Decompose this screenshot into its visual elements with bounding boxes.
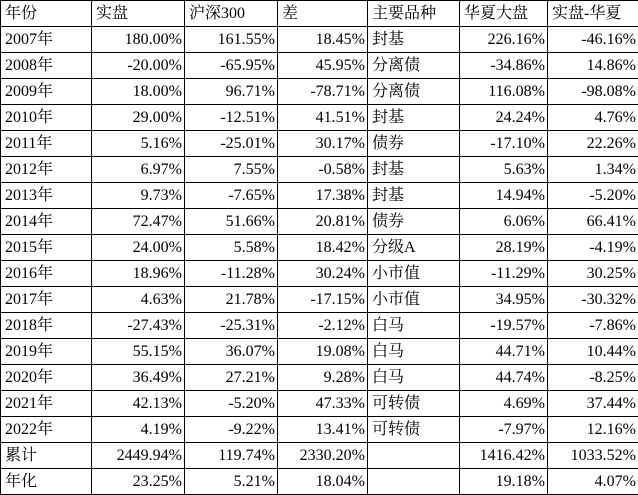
value-cell[interactable]: 18.00% bbox=[92, 79, 185, 105]
value-cell[interactable]: 1416.42% bbox=[460, 443, 548, 469]
value-cell[interactable]: -12.51% bbox=[185, 105, 278, 131]
value-cell[interactable]: -11.29% bbox=[460, 261, 548, 287]
value-cell[interactable]: 30.24% bbox=[278, 261, 368, 287]
value-cell[interactable]: 4.07% bbox=[548, 469, 638, 495]
value-cell[interactable]: -11.28% bbox=[185, 261, 278, 287]
value-cell[interactable]: -17.15% bbox=[278, 287, 368, 313]
value-cell[interactable]: -5.20% bbox=[185, 391, 278, 417]
value-cell[interactable]: 44.71% bbox=[460, 339, 548, 365]
category-cell[interactable]: 白马 bbox=[368, 313, 460, 339]
value-cell[interactable]: -78.71% bbox=[278, 79, 368, 105]
category-cell[interactable]: 小市值 bbox=[368, 287, 460, 313]
column-header-1[interactable]: 实盘 bbox=[92, 1, 185, 27]
row-label-cell[interactable]: 2010年 bbox=[1, 105, 92, 131]
value-cell[interactable]: -7.86% bbox=[548, 313, 638, 339]
row-label-cell[interactable]: 2016年 bbox=[1, 261, 92, 287]
row-label-cell[interactable]: 2019年 bbox=[1, 339, 92, 365]
table-row bbox=[1, 391, 638, 417]
value-cell[interactable]: 6.06% bbox=[460, 209, 548, 235]
value-cell[interactable]: 19.08% bbox=[278, 339, 368, 365]
row-label-cell[interactable]: 2008年 bbox=[1, 53, 92, 79]
table-row bbox=[1, 365, 638, 391]
value-cell[interactable]: 28.19% bbox=[460, 235, 548, 261]
value-cell[interactable]: 30.25% bbox=[548, 261, 638, 287]
value-cell[interactable]: 22.26% bbox=[548, 131, 638, 157]
value-cell[interactable]: 17.38% bbox=[278, 183, 368, 209]
table-row bbox=[1, 79, 638, 105]
value-cell[interactable]: 18.96% bbox=[92, 261, 185, 287]
value-cell[interactable]: 5.16% bbox=[92, 131, 185, 157]
value-cell[interactable]: 18.42% bbox=[278, 235, 368, 261]
table-row bbox=[1, 105, 638, 131]
value-cell[interactable]: -34.86% bbox=[460, 53, 548, 79]
category-cell[interactable]: 小市值 bbox=[368, 261, 460, 287]
table-row bbox=[1, 469, 638, 495]
value-cell[interactable]: 1033.52% bbox=[548, 443, 638, 469]
value-cell[interactable]: 27.21% bbox=[185, 365, 278, 391]
category-cell[interactable]: 白马 bbox=[368, 365, 460, 391]
value-cell[interactable]: 4.19% bbox=[92, 417, 185, 443]
row-label-cell[interactable]: 2007年 bbox=[1, 27, 92, 53]
value-cell[interactable]: 29.00% bbox=[92, 105, 185, 131]
value-cell[interactable]: 5.58% bbox=[185, 235, 278, 261]
value-cell[interactable]: -7.97% bbox=[460, 417, 548, 443]
value-cell[interactable]: -7.65% bbox=[185, 183, 278, 209]
value-cell[interactable]: 44.74% bbox=[460, 365, 548, 391]
row-label-cell[interactable]: 2017年 bbox=[1, 287, 92, 313]
value-cell[interactable]: 21.78% bbox=[185, 287, 278, 313]
row-label-cell[interactable]: 2013年 bbox=[1, 183, 92, 209]
category-cell[interactable]: 分离债 bbox=[368, 53, 460, 79]
value-cell[interactable]: 7.55% bbox=[185, 157, 278, 183]
value-cell[interactable]: 41.51% bbox=[278, 105, 368, 131]
value-cell[interactable]: 2330.20% bbox=[278, 443, 368, 469]
value-cell[interactable]: 47.33% bbox=[278, 391, 368, 417]
column-header-2[interactable]: 沪深300 bbox=[185, 1, 278, 27]
value-cell[interactable]: 2449.94% bbox=[92, 443, 185, 469]
row-label-cell[interactable]: 2020年 bbox=[1, 365, 92, 391]
category-cell[interactable]: 可转债 bbox=[368, 417, 460, 443]
column-header-6[interactable]: 实盘-华夏 bbox=[548, 1, 638, 27]
value-cell[interactable]: 116.08% bbox=[460, 79, 548, 105]
category-cell[interactable] bbox=[368, 469, 460, 495]
value-cell[interactable]: -5.20% bbox=[548, 183, 638, 209]
table-row bbox=[1, 443, 638, 469]
row-label-cell[interactable]: 2021年 bbox=[1, 391, 92, 417]
value-cell[interactable]: 4.76% bbox=[548, 105, 638, 131]
table-row bbox=[1, 209, 638, 235]
value-cell[interactable]: -98.08% bbox=[548, 79, 638, 105]
table-row bbox=[1, 27, 638, 53]
value-cell[interactable]: 36.07% bbox=[185, 339, 278, 365]
value-cell[interactable]: 6.97% bbox=[92, 157, 185, 183]
value-cell[interactable]: -17.10% bbox=[460, 131, 548, 157]
value-cell[interactable]: 34.95% bbox=[460, 287, 548, 313]
row-label-cell[interactable]: 2011年 bbox=[1, 131, 92, 157]
value-cell[interactable]: 1.34% bbox=[548, 157, 638, 183]
value-cell[interactable]: -4.19% bbox=[548, 235, 638, 261]
row-label-cell[interactable]: 2015年 bbox=[1, 235, 92, 261]
value-cell[interactable]: -2.12% bbox=[278, 313, 368, 339]
value-cell[interactable]: -27.43% bbox=[92, 313, 185, 339]
category-cell[interactable]: 封基 bbox=[368, 105, 460, 131]
value-cell[interactable]: 30.17% bbox=[278, 131, 368, 157]
header-row bbox=[1, 1, 638, 27]
value-cell[interactable]: 23.25% bbox=[92, 469, 185, 495]
table-row bbox=[1, 339, 638, 365]
row-label-cell[interactable]: 2018年 bbox=[1, 313, 92, 339]
value-cell[interactable]: 119.74% bbox=[185, 443, 278, 469]
value-cell[interactable]: 13.41% bbox=[278, 417, 368, 443]
table-row bbox=[1, 183, 638, 209]
row-label-cell[interactable]: 2012年 bbox=[1, 157, 92, 183]
table-row bbox=[1, 287, 638, 313]
value-cell[interactable]: -8.25% bbox=[548, 365, 638, 391]
category-cell[interactable]: 债券 bbox=[368, 209, 460, 235]
table-row bbox=[1, 131, 638, 157]
value-cell[interactable]: 12.16% bbox=[548, 417, 638, 443]
row-label-cell[interactable]: 年化 bbox=[1, 469, 92, 495]
row-label-cell[interactable]: 2009年 bbox=[1, 79, 92, 105]
column-header-3[interactable]: 差 bbox=[278, 1, 368, 27]
value-cell[interactable]: 5.21% bbox=[185, 469, 278, 495]
value-cell[interactable]: 19.18% bbox=[460, 469, 548, 495]
value-cell[interactable]: -19.57% bbox=[460, 313, 548, 339]
value-cell[interactable]: 226.16% bbox=[460, 27, 548, 53]
value-cell[interactable]: 9.73% bbox=[92, 183, 185, 209]
value-cell[interactable]: 24.00% bbox=[92, 235, 185, 261]
value-cell[interactable]: -25.01% bbox=[185, 131, 278, 157]
value-cell[interactable]: 4.63% bbox=[92, 287, 185, 313]
column-header-0[interactable]: 年份 bbox=[1, 1, 92, 27]
value-cell[interactable]: -9.22% bbox=[185, 417, 278, 443]
table-row bbox=[1, 157, 638, 183]
value-cell[interactable]: 18.04% bbox=[278, 469, 368, 495]
value-cell[interactable]: 96.71% bbox=[185, 79, 278, 105]
category-cell[interactable]: 封基 bbox=[368, 157, 460, 183]
value-cell[interactable]: 180.00% bbox=[92, 27, 185, 53]
value-cell[interactable]: 9.28% bbox=[278, 365, 368, 391]
value-cell[interactable]: 42.13% bbox=[92, 391, 185, 417]
value-cell[interactable]: 18.45% bbox=[278, 27, 368, 53]
value-cell[interactable]: -65.95% bbox=[185, 53, 278, 79]
category-cell[interactable]: 白马 bbox=[368, 339, 460, 365]
value-cell[interactable]: 37.44% bbox=[548, 391, 638, 417]
column-header-5[interactable]: 华夏大盘 bbox=[460, 1, 548, 27]
value-cell[interactable]: 161.55% bbox=[185, 27, 278, 53]
row-label-cell[interactable]: 2014年 bbox=[1, 209, 92, 235]
value-cell[interactable]: 24.24% bbox=[460, 105, 548, 131]
category-cell[interactable] bbox=[368, 443, 460, 469]
value-cell[interactable]: 51.66% bbox=[185, 209, 278, 235]
value-cell[interactable]: 20.81% bbox=[278, 209, 368, 235]
value-cell[interactable]: 55.15% bbox=[92, 339, 185, 365]
value-cell[interactable]: 14.94% bbox=[460, 183, 548, 209]
row-label-cell[interactable]: 2022年 bbox=[1, 417, 92, 443]
category-cell[interactable]: 债券 bbox=[368, 131, 460, 157]
table-row bbox=[1, 261, 638, 287]
value-cell[interactable]: -30.32% bbox=[548, 287, 638, 313]
column-header-4[interactable]: 主要品种 bbox=[368, 1, 460, 27]
row-label-cell[interactable]: 累计 bbox=[1, 443, 92, 469]
table-row bbox=[1, 417, 638, 443]
table-row bbox=[1, 235, 638, 261]
value-cell[interactable]: -46.16% bbox=[548, 27, 638, 53]
value-cell[interactable]: -20.00% bbox=[92, 53, 185, 79]
value-cell[interactable]: -25.31% bbox=[185, 313, 278, 339]
value-cell[interactable]: 10.44% bbox=[548, 339, 638, 365]
category-cell[interactable]: 封基 bbox=[368, 27, 460, 53]
table-row bbox=[1, 53, 638, 79]
value-cell[interactable]: 45.95% bbox=[278, 53, 368, 79]
value-cell[interactable]: 4.69% bbox=[460, 391, 548, 417]
table-row bbox=[1, 313, 638, 339]
value-cell[interactable]: 36.49% bbox=[92, 365, 185, 391]
category-cell[interactable]: 分离债 bbox=[368, 79, 460, 105]
value-cell[interactable]: 14.86% bbox=[548, 53, 638, 79]
value-cell[interactable]: -0.58% bbox=[278, 157, 368, 183]
value-cell[interactable]: 5.63% bbox=[460, 157, 548, 183]
category-cell[interactable]: 可转债 bbox=[368, 391, 460, 417]
value-cell[interactable]: 72.47% bbox=[92, 209, 185, 235]
category-cell[interactable]: 分级A bbox=[368, 235, 460, 261]
value-cell[interactable]: 66.41% bbox=[548, 209, 638, 235]
category-cell[interactable]: 封基 bbox=[368, 183, 460, 209]
